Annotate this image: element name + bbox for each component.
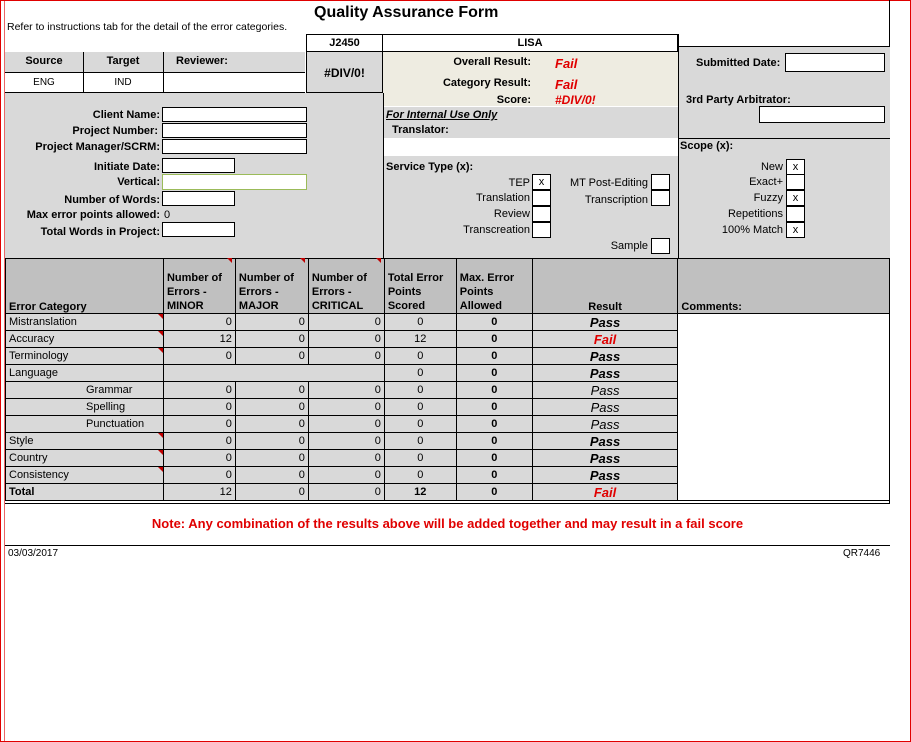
project-number-field[interactable] [162,123,307,138]
cell-minor[interactable]: 0 [163,416,235,433]
cell-name: Spelling [6,399,164,416]
arbitrator-field[interactable] [759,106,885,123]
cell-total[interactable]: 0 [384,416,456,433]
cell-total[interactable]: 0 [384,365,456,382]
vertical-label: Vertical: [117,176,160,188]
table-row [6,314,890,331]
cell-critical[interactable]: 0 [308,348,384,365]
cell-minor[interactable]: 0 [163,399,235,416]
cell-max[interactable]: 0 [456,484,532,501]
scope-repetitions-checkbox[interactable] [786,206,805,222]
cell-total[interactable]: 0 [384,314,456,331]
service-review-label: Review [493,208,530,220]
error-table [5,258,890,501]
cell-minor[interactable]: 0 [163,433,235,450]
header-result: Result [532,259,678,314]
score-value: #DIV/0! [555,93,596,107]
instructions-text: Refer to instructions tab for the detail of the error categories. [7,21,288,33]
client-name-field[interactable] [162,107,307,122]
source-value: ENG [33,77,55,88]
scope-new-label: New [760,161,783,173]
cell-name: Country [6,450,164,467]
cell-critical[interactable]: 0 [308,484,384,501]
cell-minor[interactable]: 0 [163,450,235,467]
category-result-value: Fail [555,77,578,92]
cell-critical[interactable]: 0 [308,314,384,331]
scope-new-checkbox[interactable]: x [786,159,805,175]
cell-result: Pass [532,467,678,484]
page-title: Quality Assurance Form [314,4,499,21]
scope-fuzzy-label: Fuzzy [753,192,783,204]
cell-name: Language [6,365,164,382]
service-type-label: Service Type (x): [386,161,474,173]
cell-critical[interactable]: 0 [308,416,384,433]
total-words-field[interactable] [162,222,235,237]
client-name-label: Client Name: [92,109,160,121]
number-of-words-label: Number of Words: [64,194,160,206]
project-manager-field[interactable] [162,139,307,154]
cell-name: Style [6,433,164,450]
cell-major[interactable]: 0 [235,314,308,331]
submitted-date-label: Submitted Date: [696,57,781,69]
cell-minor[interactable]: 12 [163,484,235,501]
max-error-points-value: 0 [164,209,171,221]
cell-max[interactable]: 0 [456,348,532,365]
scope-100-checkbox[interactable]: x [786,222,805,238]
service-sample-checkbox[interactable] [651,238,670,254]
service-tep-checkbox[interactable]: x [532,174,551,190]
cell-result: Fail [532,331,678,348]
cell-major[interactable]: 0 [235,348,308,365]
scope-repetitions-label: Repetitions [727,208,783,220]
cell-max[interactable]: 0 [456,331,532,348]
cell-total[interactable]: 0 [384,348,456,365]
scope-exact-checkbox[interactable] [786,174,805,190]
scope-fuzzy-checkbox[interactable]: x [786,190,805,206]
scope-100-label: 100% Match [721,224,783,236]
cell-critical[interactable]: 0 [308,467,384,484]
cell-major[interactable]: 0 [235,416,308,433]
cell-total[interactable]: 12 [384,484,456,501]
service-review-checkbox[interactable] [532,206,551,222]
cell-critical[interactable]: 0 [308,399,384,416]
cell-critical[interactable]: 0 [308,450,384,467]
cell-major[interactable]: 0 [235,450,308,467]
overall-result-value: Fail [555,56,578,71]
cell-max[interactable]: 0 [456,450,532,467]
cell-name: Punctuation [6,416,164,433]
cell-total[interactable]: 0 [384,467,456,484]
category-result-label: Category Result: [442,77,531,89]
target-label: Target [106,55,140,67]
cell-total[interactable]: 0 [384,450,456,467]
header-comments: Comments: [678,259,890,314]
translator-field[interactable] [383,138,678,156]
cell-major[interactable]: 0 [235,433,308,450]
cell-major[interactable]: 0 [235,382,308,399]
initiate-date-field[interactable] [162,158,235,173]
scope-label: Scope (x): [680,140,734,152]
project-number-label: Project Number: [72,125,158,137]
project-manager-label: Project Manager/SCRM: [35,141,160,153]
cell-name: Consistency [6,467,164,484]
overall-result-label: Overall Result: [453,56,531,68]
cell-major[interactable]: 0 [235,399,308,416]
initiate-date-label: Initiate Date: [93,161,160,173]
footer-date: 03/03/2017 [8,548,59,559]
header-total: Total Error Points Scored [384,259,456,314]
translator-label: Translator: [392,124,449,136]
cell-max[interactable]: 0 [456,416,532,433]
arbitrator-label: 3rd Party Arbitrator: [686,94,791,106]
max-error-points-label: Max error points allowed: [26,209,160,221]
service-mt-checkbox[interactable] [651,174,670,190]
cell-name: Accuracy [6,331,164,348]
service-transcription-label: Transcription [584,194,648,206]
cell-result: Pass [532,348,678,365]
cell-critical[interactable]: 0 [308,331,384,348]
cell-minor[interactable]: 12 [163,331,235,348]
total-words-label: Total Words in Project: [40,226,160,238]
cell-result: Pass [532,433,678,450]
cell-major[interactable]: 0 [235,331,308,348]
cell-name: Total [6,484,164,501]
cell-max[interactable]: 0 [456,314,532,331]
header-major: Number of Errors - MAJOR [235,259,308,314]
cell-total[interactable]: 0 [384,382,456,399]
lisa-header: LISA [382,34,678,52]
cell-name: Grammar [6,382,164,399]
source-label: Source [25,55,63,67]
header-critical: Number of Errors - CRITICAL [308,259,384,314]
internal-use-label: For Internal Use Only [386,109,498,121]
service-sample-label: Sample [610,240,648,252]
service-translation-label: Translation [475,192,530,204]
language-group-spacer [163,365,384,382]
footer-code: QR7446 [843,548,881,559]
service-transcreation-checkbox[interactable] [532,222,551,238]
code-value: #DIV/0! [324,66,365,80]
cell-major[interactable]: 0 [235,467,308,484]
note-text: Note: Any combination of the results above will be added together and may result in a fail score [151,516,744,531]
cell-max[interactable]: 0 [456,382,532,399]
cell-max[interactable]: 0 [456,365,532,382]
cell-result: Pass [532,314,678,331]
scope-exact-label: Exact+ [749,176,783,188]
reviewer-label: Reviewer: [176,55,228,67]
comments-field[interactable] [678,314,890,501]
cell-max[interactable]: 0 [456,399,532,416]
cell-total[interactable]: 0 [384,433,456,450]
cell-total[interactable]: 0 [384,399,456,416]
cell-minor[interactable]: 0 [163,314,235,331]
cell-total[interactable]: 12 [384,331,456,348]
cell-major[interactable]: 0 [235,484,308,501]
cell-name: Terminology [6,348,164,365]
header-max: Max. Error Points Allowed [456,259,532,314]
vertical-field[interactable] [162,174,307,190]
cell-max[interactable]: 0 [456,467,532,484]
cell-result: Pass [532,416,678,433]
score-label: Score: [496,94,531,106]
number-of-words-field[interactable] [162,191,235,206]
cell-max[interactable]: 0 [456,433,532,450]
cell-name: Mistranslation [6,314,164,331]
cell-result: Pass [532,399,678,416]
target-value: IND [114,77,132,88]
cell-critical[interactable]: 0 [308,433,384,450]
service-transcreation-label: Transcreation [463,224,530,236]
cell-result: Fail [532,484,678,501]
service-translation-checkbox[interactable] [532,190,551,206]
service-mt-label: MT Post-Editing [569,177,648,189]
service-transcription-checkbox[interactable] [651,190,670,206]
header-minor: Number of Errors - MINOR [163,259,235,314]
cell-result: Pass [532,382,678,399]
header-category: Error Category [6,259,164,314]
j2450-header: J2450 [306,34,383,52]
cell-minor[interactable]: 0 [163,467,235,484]
cell-result: Pass [532,365,678,382]
cell-minor[interactable]: 0 [163,348,235,365]
service-tep-label: TEP [508,177,530,189]
cell-result: Pass [532,450,678,467]
submitted-date-field[interactable] [785,53,885,72]
cell-minor[interactable]: 0 [163,382,235,399]
cell-critical[interactable]: 0 [308,382,384,399]
